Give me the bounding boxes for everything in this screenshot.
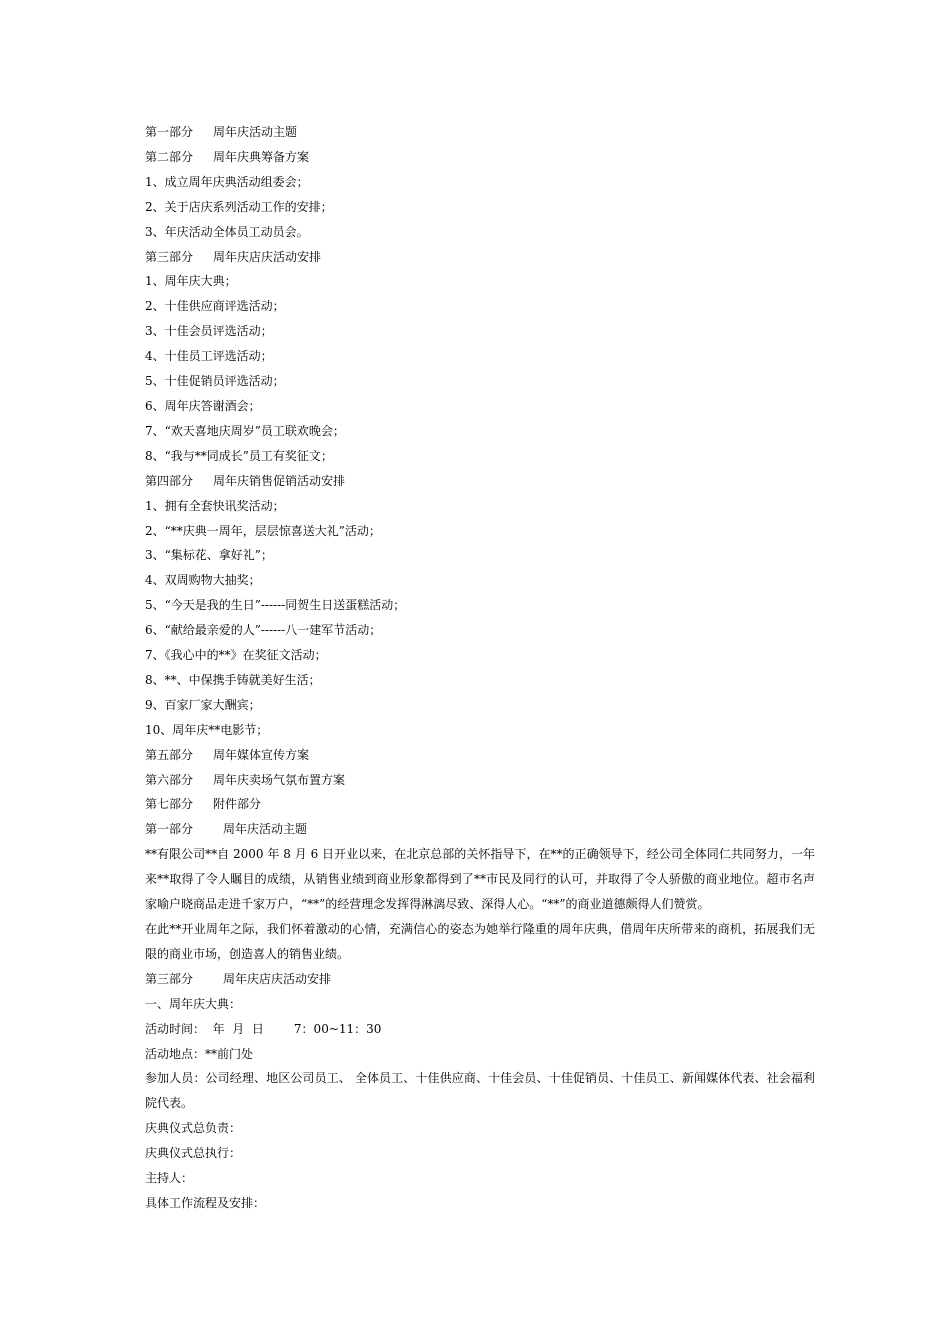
toc-part5 xyxy=(145,743,815,768)
event-date: 年 月 日 xyxy=(212,1021,264,1036)
toc-part-label: 第一部分 xyxy=(145,125,194,139)
toc-part1 xyxy=(145,120,815,145)
section-title: 周年庆活动主题 xyxy=(223,822,308,837)
toc-part-title: 周年庆活动主题 xyxy=(213,125,298,139)
section-part-label: 第一部分 xyxy=(145,822,194,837)
list-item: 5、“今天是我的生日”------同贺生日送蛋糕活动； xyxy=(145,598,406,613)
list-item: 3、十佳会员评选活动； xyxy=(145,324,273,339)
list-item: 7、《我心中的**》在奖征文活动； xyxy=(145,648,327,663)
list-item: 6、周年庆答谢酒会； xyxy=(145,398,261,413)
toc-part-title: 周年庆销售促销活动安排 xyxy=(213,473,346,488)
toc-part3 xyxy=(145,245,815,270)
list-item: 8、“我与**同成长”员工有奖征文； xyxy=(145,448,333,463)
toc-part-label: 第七部分 xyxy=(145,797,194,812)
toc-part7 xyxy=(145,792,815,817)
toc-part-label: 第四部分 xyxy=(145,473,194,488)
participants: 参加人员：公司经理、地区公司员工、 全体员工、十佳供应商、十佳会员、十佳促销员、十佳员工、新闻媒体代表、社会福利院代表。 xyxy=(145,1071,815,1111)
toc-part4 xyxy=(145,469,815,494)
list-item: 2、十佳供应商评选活动； xyxy=(145,299,285,314)
event-time-range: 7：00~11：30 xyxy=(293,1021,382,1036)
toc-part-label: 第五部分 xyxy=(145,747,194,762)
ceremony-lead: 庆典仪式总负责： xyxy=(145,1121,242,1136)
section-part-label: 第三部分 xyxy=(145,971,194,986)
list-item: 2、“**庆典一周年，层层惊喜送大礼”活动； xyxy=(145,523,381,538)
section3-heading xyxy=(145,967,815,992)
toc-part-title: 周年庆卖场气氛布置方案 xyxy=(213,772,346,787)
section1-paragraph-2: 在此**开业周年之际，我们怀着激动的心情，充满信心的姿态为她举行隆重的周年庆典，借周年庆所带来的商机，拓展我们无限的商业市场，创造喜人的销售业绩。 xyxy=(145,922,815,961)
list-item: 10、周年庆**电影节； xyxy=(145,722,269,737)
list-item: 9、百家厂家大酬宾； xyxy=(145,697,261,712)
section1-heading xyxy=(145,817,815,842)
event-place: 活动地点：**前门处 xyxy=(145,1046,254,1061)
toc-part-title: 周年媒体宣传方案 xyxy=(213,747,310,762)
list-item: 3、“集标花、拿好礼”； xyxy=(145,548,273,563)
section-title: 周年庆店庆活动安排 xyxy=(223,971,332,986)
section1-paragraph-1: **有限公司**自 2000 年 8 月 6 日开业以来，在北京总部的关怀指导下，在**的正确领导下，经公司全体同仁共同努力，一年来**取得了令人瞩目的成绩，从销售业绩到商业形象都得到了**市民及同行的认可，并取得了令人骄傲的商业地位。超市名声家喻户晓商品走进千家万户，“**”的经营理念发挥得淋漓尽致、深得人心。“**”的商业道德颇得人们赞赏。 xyxy=(145,847,815,912)
section3-subheading: 一、周年庆大典： xyxy=(145,996,242,1011)
list-item: 6、“献给最亲爱的人”------八一建军节活动； xyxy=(145,623,382,638)
toc-part-label: 第六部分 xyxy=(145,772,194,787)
toc-part6 xyxy=(145,768,815,793)
toc-part-title: 周年庆店庆活动安排 xyxy=(213,249,322,264)
ceremony-exec: 庆典仪式总执行： xyxy=(145,1146,242,1161)
list-item: 4、十佳员工评选活动； xyxy=(145,349,273,364)
event-time xyxy=(145,1017,815,1042)
toc-part-label: 第三部分 xyxy=(145,249,194,264)
list-item: 8、**、中保携手铸就美好生活； xyxy=(145,672,321,687)
document-page xyxy=(145,120,815,1216)
host: 主持人： xyxy=(145,1171,194,1186)
list-item: 1、成立周年庆典活动组委会； xyxy=(145,174,309,189)
workflow: 具体工作流程及安排： xyxy=(145,1195,266,1210)
list-item: 3、年庆活动全体员工动员会。 xyxy=(145,224,309,239)
list-item: 2、关于店庆系列活动工作的安排； xyxy=(145,199,333,214)
toc-part-label: 第二部分 xyxy=(145,149,194,164)
list-item: 5、十佳促销员评选活动； xyxy=(145,374,285,389)
list-item: 7、“欢天喜地庆周岁”员工联欢晚会； xyxy=(145,423,345,438)
list-item: 4、双周购物大抽奖； xyxy=(145,573,261,588)
toc-part-title: 附件部分 xyxy=(213,797,262,812)
toc-part2 xyxy=(145,145,815,170)
list-item: 1、周年庆大典； xyxy=(145,274,237,289)
event-time-label: 活动时间： xyxy=(145,1021,206,1036)
list-item: 1、拥有全套快讯奖活动； xyxy=(145,498,285,513)
toc-part-title: 周年庆典筹备方案 xyxy=(213,149,310,164)
